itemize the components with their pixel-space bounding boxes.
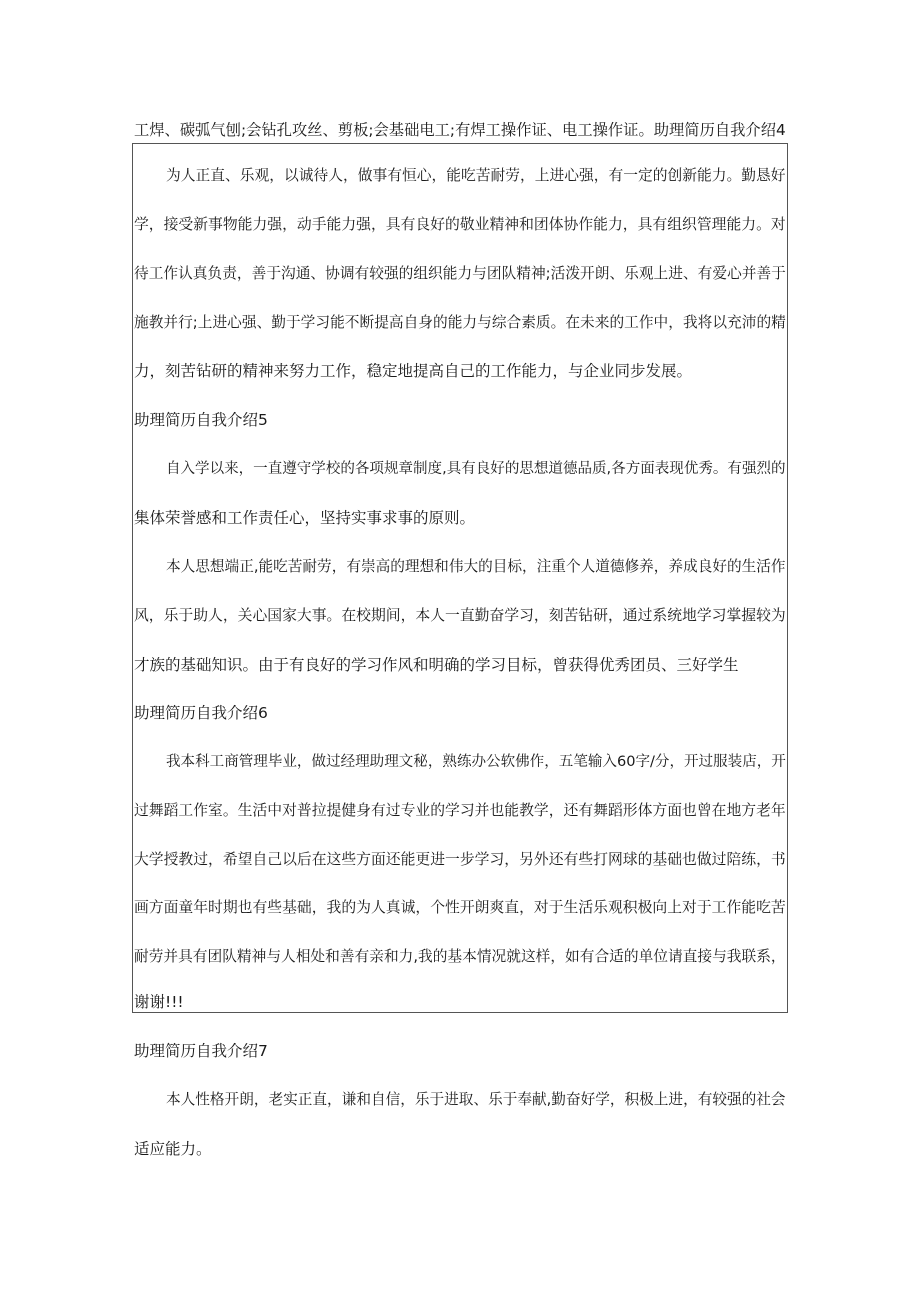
paragraph-line: 画方面童年时期也有些基础，我的为人真诚，个性开朗爽直，对于生活乐观积极向上对于工作能吃苦 (134, 899, 786, 916)
paragraph-line: 自入学以来，一直遵守学校的各项规章制度,具有良好的思想道德品质,各方面表现优秀。有强烈的 (166, 461, 786, 477)
paragraph-line: 待工作认真负责，善于沟通、协调有较强的组织能力与团队精神;活泼开朗、乐观上进、有爱心并善于 (134, 265, 786, 282)
paragraph-line: 耐劳并具有团队精神与人相处和善有亲和力,我的基本情况就这样，如有合适的单位请直接与我联系， (134, 948, 786, 965)
paragraph-line: 本人性格开朗，老实正直，谦和自信，乐于进取、乐于奉献,勤奋好学，积极上进，有较强的社会 (166, 1091, 786, 1108)
paragraph-line: 力，刻苦钻研的精神来努力工作，稳定地提高自己的工作能力，与企业同步发展。 (134, 362, 693, 380)
paragraph-line: 才族的基础知识。由于有良好的学习作风和明确的学习目标，曾获得优秀团员、三好学生 (134, 656, 739, 674)
paragraph-line: 风，乐于助人，关心国家大事。在校期间，本人一直勤奋学习，刻苦钻研，通过系统地学习掌握较为 (134, 607, 786, 624)
paragraph-line: 过舞蹈工作室。生活中对普拉提健身有过专业的学习并也能教学，还有舞蹈形体方面也曾在地方老年 (134, 802, 786, 819)
paragraph-line: 施教并行;上进心强、勤于学习能不断提高自身的能力与综合素质。在未来的工作中，我将以充沛的精 (134, 314, 786, 331)
paragraph-line: 谢谢!!! (134, 993, 184, 1011)
section-heading: 助理简历自我介绍6 (134, 704, 268, 722)
section-heading: 助理简历自我介绍7 (134, 1042, 268, 1060)
paragraph-line: 集体荣誉感和工作责任心，坚持实事求事的原则。 (134, 509, 476, 527)
paragraph-line: 适应能力。 (134, 1140, 212, 1158)
paragraph-line: 学，接受新事物能力强，动手能力强，具有良好的敬业精神和团体协作能力，具有组织管理能力。对 (134, 216, 786, 233)
paragraph-line: 本人思想端正,能吃苦耐劳，有崇高的理想和伟大的目标，注重个人道德修养，养成良好的生活作 (166, 558, 786, 575)
paragraph-line: 大学授教过，希望自己以后在这些方面还能更进一步学习，另外还有些打网球的基础也做过陪练，书 (134, 851, 786, 868)
section-heading: 助理简历自我介绍5 (134, 411, 268, 429)
paragraph-line: 为人正直、乐观，以诚待人，做事有恒心，能吃苦耐劳，上进心强，有一定的创新能力。勤恳好 (166, 167, 786, 184)
top-text-line: 工焊、碳弧气刨;会钻孔攻丝、剪板;会基础电工;有焊工操作证、电工操作证。助理简历自我介绍4 (134, 121, 786, 139)
paragraph-line: 我本科工商管理毕业，做过经理助理文秘，熟练办公软佛作，五笔输入60字/分，开过服装店，开 (166, 753, 786, 770)
